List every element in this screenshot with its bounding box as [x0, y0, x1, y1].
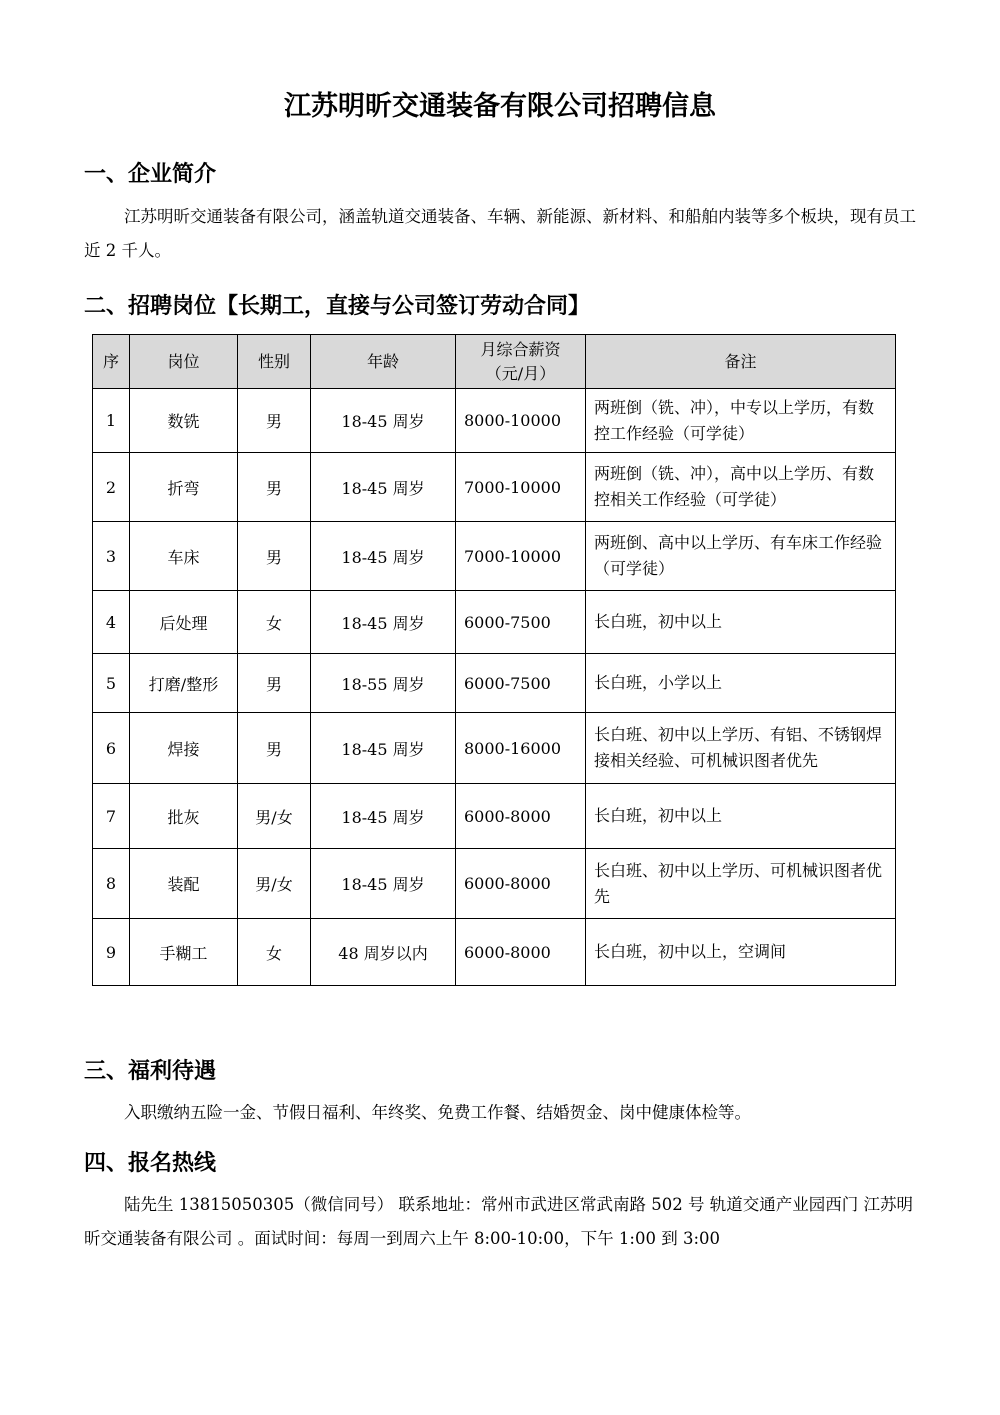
cell-no: 9: [93, 919, 130, 986]
cell-gender: 女: [238, 919, 311, 986]
cell-note: 长白班、初中以上学历、可机械识图者优先: [586, 849, 896, 919]
cell-job: 车床: [130, 522, 238, 591]
positions-table: [92, 334, 896, 986]
header-salary-line1: 月综合薪资: [480, 339, 561, 359]
cell-age: 18-55 周岁: [311, 654, 456, 713]
benefits-paragraph: 入职缴纳五险一金、节假日福利、年终奖、免费工作餐、结婚贺金、岗中健康体检等。: [124, 1103, 751, 1122]
cell-note: 长白班，初中以上: [586, 591, 896, 654]
cell-note: 长白班，初中以上: [586, 784, 896, 849]
cell-salary: 7000-10000: [456, 522, 586, 591]
cell-gender: 男/女: [238, 784, 311, 849]
table-row: [93, 591, 896, 654]
table-row: [93, 389, 896, 453]
cell-salary: 6000-8000: [456, 919, 586, 986]
table-row: [93, 713, 896, 784]
cell-note: 长白班、初中以上学历、有铝、不锈钢焊接相关经验、可机械识图者优先: [586, 713, 896, 784]
cell-salary: 6000-8000: [456, 849, 586, 919]
section-heading-contact: 四、报名热线: [84, 1151, 217, 1176]
cell-note: 长白班，小学以上: [586, 654, 896, 713]
section-heading-benefits: 三、福利待遇: [84, 1059, 217, 1084]
cell-salary: 8000-16000: [456, 713, 586, 784]
header-job: 岗位: [130, 335, 238, 389]
header-salary: [456, 335, 586, 389]
cell-gender: 男: [238, 389, 311, 453]
cell-no: 3: [93, 522, 130, 591]
intro-paragraph: 江苏明昕交通装备有限公司，涵盖轨道交通装备、车辆、新能源、新材料、和船舶内装等多个板块，现有员工近 2 千人。: [84, 207, 916, 260]
cell-job: 打磨/整形: [130, 654, 238, 713]
header-age: 年龄: [311, 335, 456, 389]
cell-no: 4: [93, 591, 130, 654]
cell-job: 后处理: [130, 591, 238, 654]
cell-job: 手糊工: [130, 919, 238, 986]
cell-job: 数铣: [130, 389, 238, 453]
cell-note: 两班倒（铣、冲），中专以上学历，有数控工作经验（可学徒）: [586, 389, 896, 453]
cell-gender: 男: [238, 453, 311, 522]
cell-gender: 女: [238, 591, 311, 654]
cell-salary: 6000-8000: [456, 784, 586, 849]
cell-gender: 男/女: [238, 849, 311, 919]
cell-age: 18-45 周岁: [311, 713, 456, 784]
table-row: [93, 849, 896, 919]
section-heading-intro: 一、企业简介: [84, 162, 217, 187]
cell-no: 7: [93, 784, 130, 849]
table-row: [93, 654, 896, 713]
cell-salary: 6000-7500: [456, 654, 586, 713]
cell-note: 两班倒（铣、冲），高中以上学历、有数控相关工作经验（可学徒）: [586, 453, 896, 522]
section-heading-positions: 二、招聘岗位【长期工，直接与公司签订劳动合同】: [84, 294, 591, 319]
cell-job: 批灰: [130, 784, 238, 849]
cell-gender: 男: [238, 713, 311, 784]
table-row: [93, 453, 896, 522]
cell-no: 5: [93, 654, 130, 713]
table-row: [93, 522, 896, 591]
cell-age: 18-45 周岁: [311, 849, 456, 919]
cell-age: 48 周岁以内: [311, 919, 456, 986]
page-title: 江苏明昕交通装备有限公司招聘信息: [284, 91, 716, 122]
cell-salary: 7000-10000: [456, 453, 586, 522]
table-row: [93, 784, 896, 849]
cell-age: 18-45 周岁: [311, 784, 456, 849]
header-gender: 性别: [238, 335, 311, 389]
header-note: 备注: [586, 335, 896, 389]
cell-note: 两班倒、高中以上学历、有车床工作经验（可学徒）: [586, 522, 896, 591]
table-header-row: [93, 335, 896, 389]
cell-gender: 男: [238, 522, 311, 591]
cell-no: 1: [93, 389, 130, 453]
header-salary-line2: （元/月）: [485, 363, 556, 383]
cell-note: 长白班，初中以上，空调间: [586, 919, 896, 986]
cell-age: 18-45 周岁: [311, 453, 456, 522]
table-row: [93, 919, 896, 986]
cell-gender: 男: [238, 654, 311, 713]
cell-no: 6: [93, 713, 130, 784]
cell-job: 焊接: [130, 713, 238, 784]
cell-no: 8: [93, 849, 130, 919]
header-no: 序: [93, 335, 130, 389]
cell-no: 2: [93, 453, 130, 522]
cell-salary: 6000-7500: [456, 591, 586, 654]
cell-age: 18-45 周岁: [311, 389, 456, 453]
cell-salary: 8000-10000: [456, 389, 586, 453]
cell-age: 18-45 周岁: [311, 591, 456, 654]
cell-job: 装配: [130, 849, 238, 919]
contact-paragraph: 陆先生 13815050305（微信同号） 联系地址：常州市武进区常武南路 502 号 轨道交通产业园西门 江苏明昕交通装备有限公司 。面试时间：每周一到周六上午 8:00-10:00，下午 1:00 到 3:00: [84, 1195, 913, 1248]
cell-job: 折弯: [130, 453, 238, 522]
cell-age: 18-45 周岁: [311, 522, 456, 591]
